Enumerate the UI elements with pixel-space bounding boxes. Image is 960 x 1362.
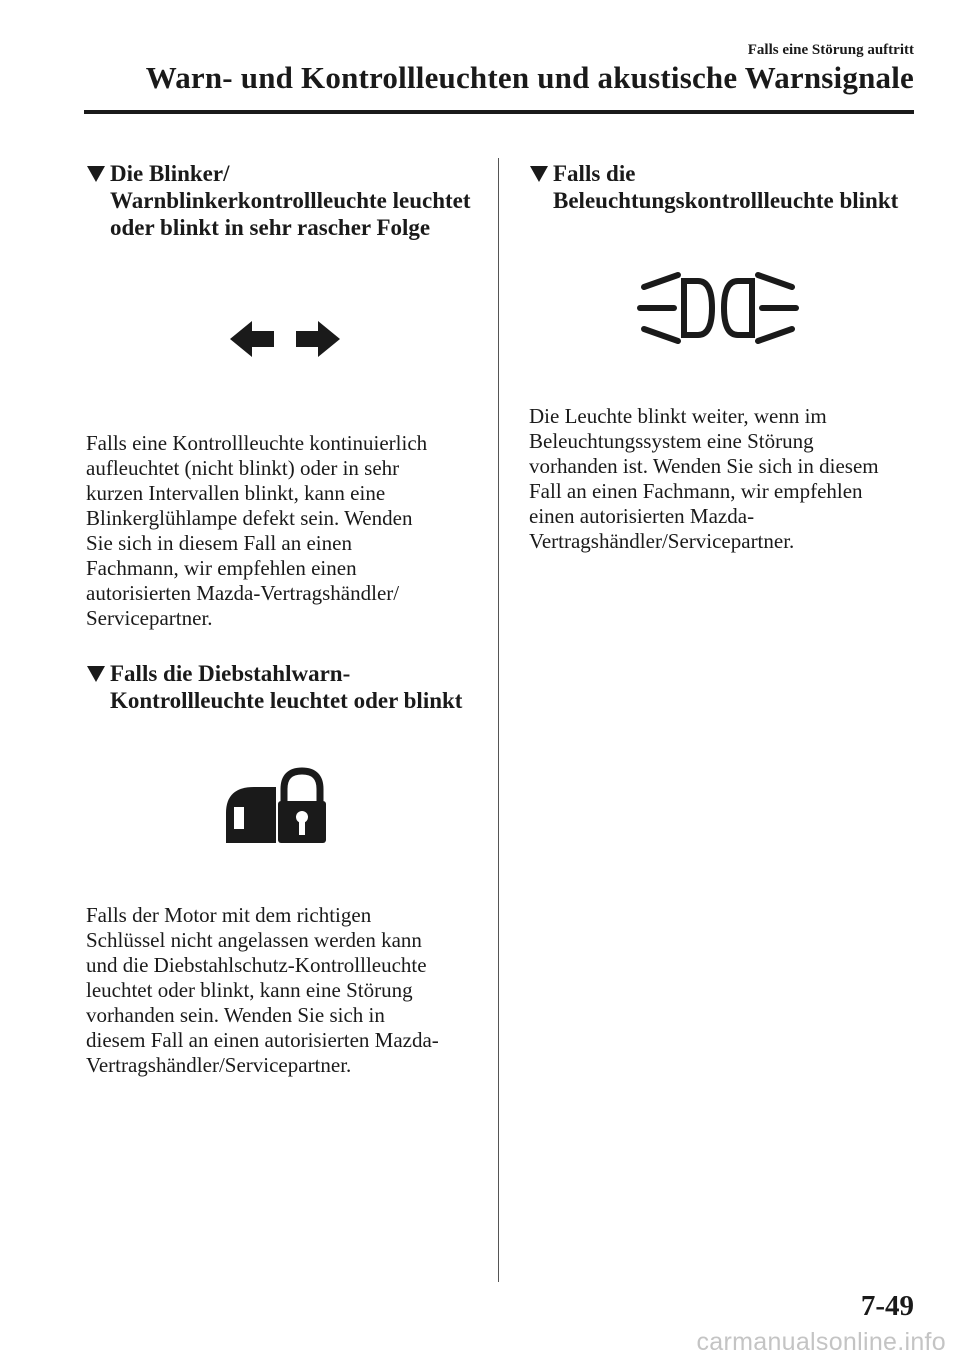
- watermark: carmanualsonline.info: [696, 1328, 946, 1356]
- body-line: leuchtet oder blinkt, kann eine Störung: [86, 978, 413, 1002]
- heading-line: Warnblinkerkontrollleuchte leuchtet: [110, 188, 471, 213]
- page-number: 7-49: [860, 1290, 914, 1322]
- body-line: und die Diebstahlschutz-Kontrollleuchte: [86, 953, 427, 977]
- heading-line: oder blinkt in sehr rascher Folge: [110, 215, 431, 240]
- heading-line: Falls die: [553, 161, 636, 186]
- body-line: Falls eine Kontrollleuchte kontinuierlich: [86, 431, 428, 455]
- page-title: Warn- und Kontrollleuchten und akustische Warnsignale: [145, 60, 914, 95]
- body-line: Sie sich in diesem Fall an einen: [86, 531, 352, 555]
- security-lock-icon: [218, 766, 332, 846]
- body-line: vorhanden ist. Wenden Sie sich in diesem: [529, 454, 879, 478]
- triangle-marker-icon: [87, 166, 105, 182]
- section-body: [86, 903, 439, 1078]
- heading-line: Kontrollleuchte leuchtet oder blinkt: [110, 688, 463, 713]
- heading-line: Die Blinker/: [110, 161, 230, 186]
- body-line: Servicepartner.: [86, 606, 213, 630]
- body-line: Vertragshändler/Servicepartner.: [529, 529, 795, 553]
- section-heading: [84, 660, 484, 714]
- section-heading: [84, 160, 484, 241]
- section-body: [529, 404, 879, 554]
- body-line: diesem Fall an einen autorisierten Mazda-: [86, 1028, 439, 1052]
- body-line: Schlüssel nicht angelassen werden kann: [86, 928, 422, 952]
- section-body: [86, 431, 427, 631]
- body-line: Fachmann, wir empfehlen einen: [86, 556, 357, 580]
- body-line: Blinkerglühlampe defekt sein. Wenden: [86, 506, 413, 530]
- body-line: Vertragshändler/Servicepartner.: [86, 1053, 352, 1077]
- section-heading: [527, 160, 927, 214]
- body-line: aufleuchtet (nicht blinkt) oder in sehr: [86, 456, 400, 480]
- triangle-marker-icon: [530, 166, 548, 182]
- chapter-label: Falls eine Störung auftritt: [747, 42, 914, 58]
- heading-line: Falls die Diebstahlwarn-: [110, 661, 351, 686]
- section-lighting: [527, 160, 927, 214]
- lighting-system-icon: [625, 266, 811, 350]
- body-line: Die Leuchte blinkt weiter, wenn im: [529, 404, 827, 428]
- body-line: Beleuchtungssystem eine Störung: [529, 429, 814, 453]
- body-line: vorhanden sein. Wenden Sie sich in: [86, 1003, 385, 1027]
- body-line: autorisierten Mazda-Vertragshändler/: [86, 581, 400, 605]
- body-line: Falls der Motor mit dem richtigen: [86, 903, 372, 927]
- column-divider: [498, 158, 499, 1282]
- section-blinker: [84, 160, 484, 241]
- triangle-marker-icon: [87, 666, 105, 682]
- header-rule: [84, 110, 914, 114]
- body-line: einen autorisierten Mazda-: [529, 504, 755, 528]
- body-line: kurzen Intervallen blinkt, kann eine: [86, 481, 386, 505]
- section-theft: [84, 660, 484, 714]
- heading-line: Beleuchtungskontrollleuchte blinkt: [553, 188, 899, 213]
- body-line: Fall an einen Fachmann, wir empfehlen: [529, 479, 863, 503]
- turn-signal-arrows-icon: [210, 312, 360, 366]
